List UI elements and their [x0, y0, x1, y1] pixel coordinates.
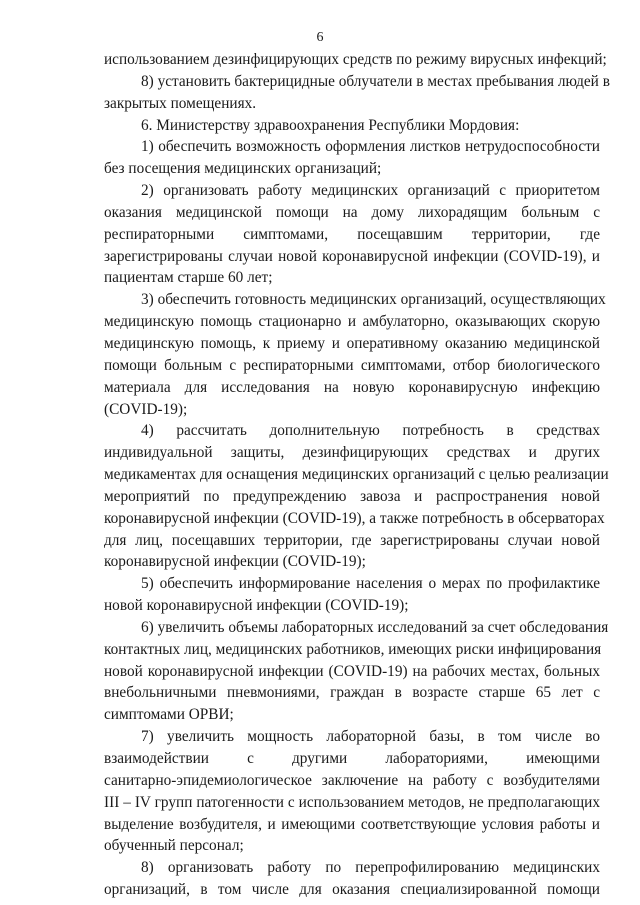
text-line: контактных лиц, медицинских работников, имеющих риски инфицирования: [104, 640, 602, 658]
text-line: 2) организовать работу медицинских организаций с приоритетом: [141, 182, 600, 200]
document-body: [104, 49, 610, 901]
text-line: пациентам старше 60 лет;: [104, 269, 273, 287]
text-line: закрытых помещениях.: [104, 94, 257, 112]
text-line: взаимодействии с другими лабораториями, имеющими: [104, 750, 600, 767]
text-line: 6. Министерству здравоохранения Республики Мордовия:: [141, 116, 520, 134]
text-line: респираторными симптомами, посещавшим территории, где: [104, 225, 600, 243]
text-line: внебольничными пневмониями, граждан в возрасте старше 65 лет с: [104, 684, 600, 702]
text-line: 4) рассчитать дополнительную потребность в средствах: [141, 422, 600, 440]
text-line: медицинскую помощь стационарно и амбулаторно, оказывающих скорую: [104, 313, 600, 331]
text-line: зарегистрированы случаи новой коронавирусной инфекции (COVID-19), и: [104, 247, 600, 265]
text-line: коронавирусной инфекции (COVID-19);: [104, 553, 366, 571]
text-line: III – IV групп патогенности с использованием методов, не предполагающих: [104, 793, 600, 811]
text-line: новой коронавирусной инфекции (COVID-19) на рабочих местах, больных: [104, 662, 600, 680]
text-line: без посещения медицинских организаций;: [104, 160, 382, 178]
text-line: 5) обеспечить информирование населения о мерах по профилактике: [141, 575, 600, 593]
text-line: медицинскую помощь, к приему и оперативному оказанию медицинской: [104, 334, 600, 352]
text-line: 8) установить бактерицидные облучатели в местах пребывания людей в: [141, 72, 610, 90]
text-line: мероприятий по предупреждению завоза и распространения новой: [104, 487, 600, 505]
text-line: новой коронавирусной инфекции (COVID-19);: [104, 597, 409, 615]
text-line: 7) увеличить мощность лабораторной базы, в том числе во: [141, 728, 600, 746]
text-line: для лиц, посещавших территории, где зарегистрированы случаи новой: [104, 531, 600, 549]
text-line: выделение возбудителя, и имеющими соответствующие условия работы и: [104, 815, 600, 833]
text-line: помощи больным с респираторными симптомами, отбор биологического: [104, 356, 600, 374]
text-line: использованием дезинфицирующих средств по режиму вирусных инфекций;: [104, 51, 607, 68]
text-line: материала для исследования на новую коронавирусную инфекцию: [104, 378, 600, 396]
text-line: (COVID-19);: [104, 400, 188, 418]
text-line: 8) организовать работу по перепрофилированию медицинских: [141, 859, 600, 877]
text-line: коронавирусной инфекции (COVID-19), а также потребность в обсерваторах: [104, 509, 605, 527]
text-line: санитарно-эпидемиологическое заключение на работу с возбудителями: [104, 771, 600, 789]
text-line: медикаментах для оснащения медицинских организаций с целью реализации: [104, 466, 609, 484]
text-line: оказания медицинской помощи на дому лихорадящим больным с: [104, 203, 600, 221]
text-line: 6) увеличить объемы лабораторных исследований за счет обследования: [141, 618, 609, 636]
text-line: симптомами ОРВИ;: [104, 706, 234, 724]
text-line: индивидуальной защиты, дезинфицирующих средствах и других: [104, 444, 600, 462]
text-line: 1) обеспечить возможность оформления листков нетрудоспособности: [141, 138, 600, 156]
page-number: 6: [316, 30, 324, 45]
text-line: обученный персонал;: [104, 837, 244, 855]
text-line: 3) обеспечить готовность медицинских организаций, осуществляющих: [141, 291, 606, 309]
text-line: организаций, в том числе для оказания специализированной помощи: [104, 881, 600, 899]
